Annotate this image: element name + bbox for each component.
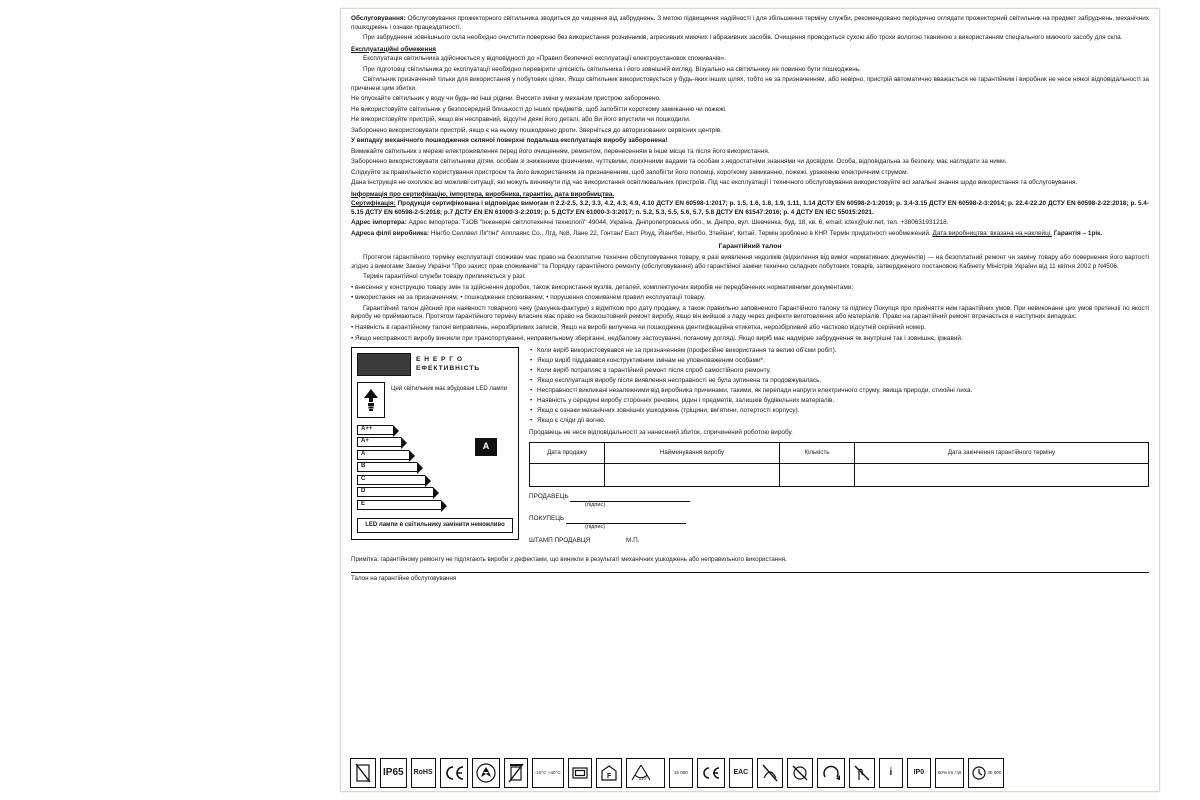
warranty-bullets xyxy=(529,347,1149,426)
energy-brand-text xyxy=(416,356,480,372)
footer-rule xyxy=(351,566,1149,573)
symbol-icon-strip xyxy=(350,756,1150,790)
warranty-conditions-column xyxy=(529,347,1149,546)
class-label-0: A++ xyxy=(361,425,373,432)
energy-class-row xyxy=(357,474,469,485)
lamp-icon xyxy=(357,382,385,418)
restrictions-heading: Експлуатаційні обмеження xyxy=(351,45,436,53)
restrictions-p3: Світильник призначений тільки для використання у побутових цілях. Якщо світильник використовується у будь-яких інших цілях, тобто не за призначенням, або невірно, пристрій автоматично вважається не гарантійним і виробник не несе ніякої відповідальності за причинені цим збитки. xyxy=(351,76,1149,92)
hours-icon: 30 000 xyxy=(968,758,1004,788)
info-icon: i xyxy=(879,758,903,788)
energy-logo-swatch xyxy=(357,353,411,376)
maintenance-block xyxy=(351,15,1149,32)
signature-buyer-line[interactable] xyxy=(566,516,686,524)
column-header-product-name: Найменування виробу xyxy=(605,443,780,464)
seller-stamp-sub: М.П. xyxy=(626,537,640,545)
seller-stamp xyxy=(529,537,1149,546)
temperature-range-icon: -10°C +40°C xyxy=(532,758,564,788)
energy-label-footer: LED лампи в світильнику замінити неможливо xyxy=(357,518,513,534)
signature-buyer-sub: (підпис) xyxy=(585,523,606,530)
energy-class-row xyxy=(357,437,469,448)
energy-label-header xyxy=(357,353,513,376)
lower-section xyxy=(351,347,1149,546)
cell-sale-date[interactable] xyxy=(530,464,605,487)
recycle-icon xyxy=(472,758,500,788)
warranty-p2: Термін гарантійної служби товару припиняється у разі: xyxy=(363,273,526,281)
restrictions-p8: У випадку механічного пошкодження скляної поверхні подальша експлуатація виробу заборонена! xyxy=(351,137,668,145)
no-touch-icon xyxy=(849,758,875,788)
bullet-item: • Якщо є ознаки механічних зовнішніх ушкоджень (тріщини, вм'ятини, потертості корпусу). xyxy=(529,407,1149,416)
ce-icon xyxy=(697,758,725,788)
energy-brand-line2: ЕФЕКТИВНІСТЬ xyxy=(416,364,481,372)
warranty-title: Гарантійний талон xyxy=(718,243,782,251)
certification-block xyxy=(351,200,1149,217)
lifetime-icon: 15 000 xyxy=(669,758,693,788)
energy-class-bars xyxy=(357,424,469,512)
no-cover-icon xyxy=(757,758,783,788)
recycle-loop-icon xyxy=(817,758,845,788)
maintenance-heading: Обслуговування: xyxy=(351,15,406,22)
page-margin-right xyxy=(1159,0,1200,800)
class-label-5: D xyxy=(361,488,366,495)
selected-energy-class: A xyxy=(475,438,497,456)
footer-note-block xyxy=(351,556,1149,584)
energy-class-row xyxy=(357,449,469,460)
bullet-item: • Якщо експлуатація виробу після виявлення несправності не була зупинена та продовжувалась. xyxy=(529,377,1149,386)
svg-text:F: F xyxy=(606,773,611,780)
warranty-p5: Гарантійний талон дійсний при наявності товарного чеку (рахунка-фактури) з відміткою про дату продажу, а також правильно заповненого Гарантійного талону та підпису Покупця про прийняття ним гарантійних умов. При невиконанні цих умов претензії по якості виробу не приймаються. Протягом гарантійного терміну власник має право на безкоштовний ремонт виробу, якщо він вийшов з ладу через дефекти виготовлення або матеріалів. Право на гарантійний ремонт втрачається в наступних випадках: xyxy=(351,304,1149,321)
warranty-period: Гарантія – 1рік. xyxy=(1053,229,1103,237)
maintenance-p2: При забрудненні зовнішнього скла необхідно очистити поверхню без використання розчинників, агресивних миючих і абразивних засобів. Очищення проводиться сухою або трохи вологою тканиною з використанням спеціального миючого засобу для скла. xyxy=(363,34,1123,42)
cell-warranty-end[interactable] xyxy=(855,464,1149,487)
class-two-icon xyxy=(568,758,592,788)
eac-icon: EAC xyxy=(729,758,753,788)
sale-record-table xyxy=(529,442,1149,487)
no-dimmer-icon xyxy=(787,758,813,788)
energy-lamp-info xyxy=(357,382,513,418)
restrictions-p5: Не використовуйте світильник у безпосередній близькості до інших предметів, щоб запобігти короткому замиканню чи пожежі. xyxy=(351,105,727,113)
restrictions-p7: Заборонено використовувати пристрій, якщо є на ньому пошкоджено дроти. Зверніться до авторизованих сервісних центрів. xyxy=(351,126,722,134)
cell-quantity[interactable] xyxy=(780,464,855,487)
footer-note: Примітка: гарантійному ремонту не підлягають вироби з дефектами, що виникли в результаті механічних ушкоджень або неправильного використання. xyxy=(351,555,787,563)
energy-brand-line1: Е Н Е Р Г О xyxy=(416,356,463,364)
restrictions-p10: Заборонено використовувати світильники дітям, особам зі зниженими фізичними, чуттєвими, психічними вадами та особам з недостатніми знаннями чи досвідом. Особа, відповідальна за безпеку, має наглядати за ними. xyxy=(351,158,1007,166)
energy-class-row xyxy=(357,499,469,510)
bullet-item: • Наявність у середині виробу сторонніх речовин, рідин і предметів, залишків будівельних матеріалів. xyxy=(529,397,1149,406)
energy-class-row xyxy=(357,462,469,473)
factory-text: Нінгбо Селлвел Ліґтінґ' Апплаянс Со., Лтд, №8, Лане 22, Гонтанґ Еаст Роуд, Йіанґбеі, Нінгбо, Зтейіанґ, Китай. Термін зроблено в КНР. Термін придатності необмежений. xyxy=(430,229,931,237)
ce-mark-icon xyxy=(440,758,468,788)
energy-class-scale xyxy=(357,424,513,512)
warranty-p3: • внесення у конструкцію товару змін та здійснення доробок, також використання вузлів, деталей, комплектуючих виробів не передбачених нормативними документами; xyxy=(351,283,854,291)
efficiency-icon: 60% lm / W xyxy=(935,758,964,788)
weee-bin-icon xyxy=(504,758,528,788)
bullet-item: • Якщо виріб піддавався конструктивним змінам не уповноваженим особами*. xyxy=(529,357,1149,366)
manual-sheet xyxy=(340,8,1160,792)
table-header-row xyxy=(530,443,1149,464)
class-label-2: A xyxy=(361,450,366,457)
ip65-icon: IP65 xyxy=(380,758,407,788)
signature-seller-line[interactable] xyxy=(570,494,690,502)
bullet-item: • Коли виріб використовувався не за призначенням (професійне використання та великі об'єми робіт). xyxy=(529,347,1149,356)
restrictions-p9: Вимикайте світильник з мережі електроживлення перед його очищенням, ремонтом, перенесенням в інше місце та після його використання. xyxy=(351,147,770,155)
production-date: Дата виробництва: вказана на наклейці. xyxy=(932,229,1052,237)
page-margin-left xyxy=(0,0,341,800)
certification-text: Продукція сертифікована і відповідає вимогам п 2.2-2.5, 3.2, 3.3, 4.2, 4.3, 4.9, 4.10 ДСТУ EN 60598-1:2017; р. 1.5, 1.6, 1.8, 1.9, 1.11, 1.14 ДСТУ EN 60598-2-1:2019; р. 3.4-3.15 ДСТУ EN 60598-2-3:2014; р. 22.4-22.20 ДСТУ EN 60598-2-22:2018; р. 5.4-5.15 ДСТУ EN 60598-2-5:2018; р.7 ДСТУ EN EN 61000-3-2:2019; р. 5 ДСТУ EN 61000-3-3:2017; п. 5.2, 5.3, 5.5, 5.6, 5.7, 5.8 ДСТУ EN 61547:2016; р. 4 ДСТУ EN IEC 55015:2021. xyxy=(351,200,1149,216)
restrictions-p4: Не опускайте світильник у воду чи будь-які інші рідини. Вносити зміни у механізм пристрою заборонено. xyxy=(351,95,661,103)
certification-label: Сертифікація: xyxy=(351,200,396,208)
restrictions-p11: Слідкуйте за правильністю користування пристроєм та його використанням за призначенням, щоб запобігти його поломці, короткому замиканню, пожежі, ураженню електричним струмом. xyxy=(351,168,909,176)
table-row[interactable] xyxy=(530,464,1149,487)
surface-mount-icon xyxy=(596,758,622,788)
signature-buyer-label: ПОКУПЕЦЬ xyxy=(529,515,565,523)
warranty-p1: Протягом гарантійного терміну експлуатації споживач має право на безоплатне технічне обслуговування товару, в разі виявлення недоліків (відхилення від вимог нормативних документів) — на безоплатний ремонт чи заміну товару або повернення його вартості згідно з вимогами Закону України "Про захист прав споживачів" та Порядку гарантійного ремонту (обслуговування) або гарантійної заміни технічно складних побутових товарів, затвердженого постановою Кабінету Міністрів України від 11 квітня 2002 р N4506. xyxy=(351,254,1149,270)
column-header-quantity: Кількість xyxy=(780,443,855,464)
column-header-warranty-end: Дата закінчення гарантійного терміну xyxy=(855,443,1149,464)
bullet-item: • Несправності викликані незалежними від виробника причинами, такими, як перепади напруги електричного струму, явища природи, стихійні лиха. xyxy=(529,387,1149,396)
service-coupon-label: Талон на гарантійне обслуговування xyxy=(351,574,457,582)
no-dispose-icon xyxy=(350,758,376,788)
factory-block xyxy=(351,230,1149,239)
rohs-icon: RoHS xyxy=(411,758,436,788)
warranty-p6: • Наявність в гарантійному талоні виправлень, нерозбірливих записів. Якщо на виробі вилучена чи пошкоджена ідентифікаційна етикетка, нерозбірливий або частково відсутній серійний номер. xyxy=(351,323,927,331)
warranty-p7: • Якщо несправності виробу виникли при транспортуванні, неправильному зберіганні, недбалому застосуванні, поганому догляді. Якщо виріб має надмірне забруднення як внутрішні так і зовнішнє, іржавий. xyxy=(351,334,963,342)
restrictions-p1: Експлуатація світильника здійснюється у відповідності до «Правил безпечної експлуатації електроустановок споживачів». xyxy=(363,55,726,63)
signature-seller-label: ПРОДАВЕЦЬ xyxy=(529,493,569,501)
ip-rating-icon: IP0 xyxy=(907,758,931,788)
maintenance-p1: Обслуговування прожекторного світильника зводиться до чищення від забруднень. З метою підвищення надійності і для збільшення терміну служби, рекомендовано періодично оглядати прожекторний світильник на предмет забруднень, механічних пошкоджень і ознаки працездатності. xyxy=(351,15,1149,31)
signature-seller xyxy=(529,493,1149,502)
restrictions-p2: При підготовці світильника до експлуатації необхідно перевірити цілісність світильника і його зовнішній вигляд. Візуально на світильнику не повинно бути пошкоджень. xyxy=(363,65,861,73)
class-label-3: B xyxy=(361,463,366,470)
restrictions-p12: Дана інструкція не охоплює всі можливі ситуації, які можуть виникнути під час використання освітлювальних пристроїв. Під час експлуатації і технічного обслуговування використовуйте всі загальні знання щодо використання та обслуговування. xyxy=(351,179,1078,187)
energy-class-row xyxy=(357,487,469,498)
factory-label: Адреса філії виробника: xyxy=(351,229,430,237)
certification-heading: Інформація про сертифікацію, імпортера, виробника, гарантію, дата виробництва. xyxy=(351,190,615,198)
class-label-6: E xyxy=(361,500,366,507)
bullet-item: • Якщо є сліди дії вогню. xyxy=(529,417,1149,426)
warranty-disclaimer: Продавець не несе відповідальності за нанесений збиток, спричинений роботою виробу. xyxy=(529,428,793,436)
energy-efficiency-label xyxy=(351,347,519,540)
importer-block xyxy=(351,219,1149,228)
class-label-1: A+ xyxy=(361,438,369,445)
bullet-item: • Коли виріб потрапляє в гарантійний ремонт після спроб самостійного ремонту. xyxy=(529,367,1149,376)
class-label-4: C xyxy=(361,475,366,482)
importer-text: Адрес імпортера: ТзОВ "Інженерні світлотехнічні технології" 49044, Україна, Дніпропетровська обл., м. Дніпро, вул. Шевченка, буд. 18, кв. 6, email: ictex@ukr.net, тел. +380631931218. xyxy=(408,219,949,227)
energy-lamp-text: Цей світильник має вбудовані LED лампи xyxy=(391,386,507,393)
restrictions-p6: Не використовуйте пристрій, якщо він несправний, відсутні деякі його деталі, або Ви його впустили чи пошкодили. xyxy=(351,116,691,124)
signature-seller-sub: (підпис) xyxy=(585,501,606,508)
cell-product-name[interactable] xyxy=(605,464,780,487)
signature-buyer xyxy=(529,515,1149,524)
seller-stamp-label: ШТАМП ПРОДАВЦЯ xyxy=(529,537,591,545)
energy-label-column xyxy=(351,347,521,546)
warranty-p4: • використання не за призначенням; • пошкодження споживачем; • порушення споживачем правил експлуатації товару. xyxy=(351,294,706,302)
energy-class-row xyxy=(357,424,469,435)
importer-label: Адрес імпортера: xyxy=(351,219,407,227)
beam-angle-icon: 110° xyxy=(626,758,665,788)
column-header-sale-date: Дата продажу xyxy=(530,443,605,464)
